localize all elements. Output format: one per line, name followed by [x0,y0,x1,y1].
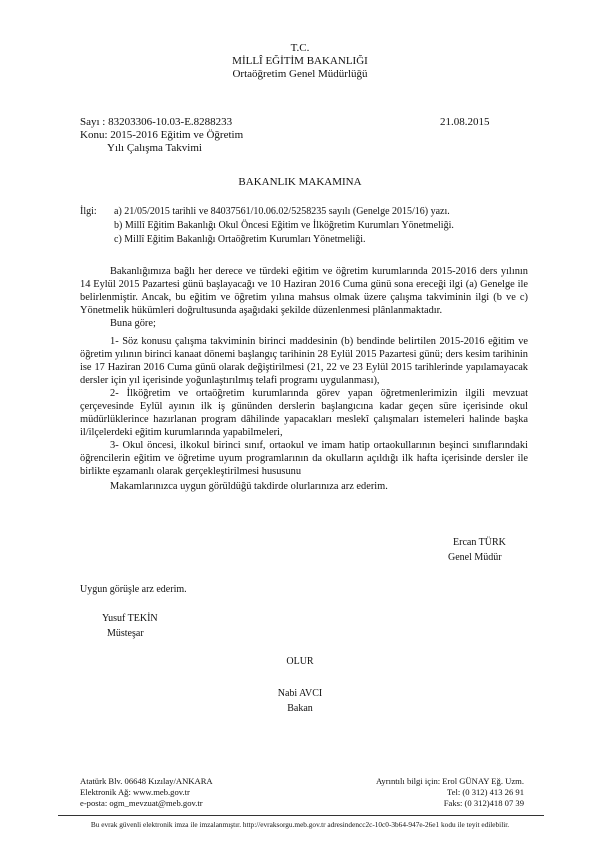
signer-title: Genel Müdür [448,552,502,563]
body-paragraph-2 [80,317,528,330]
approval-name: Yusuf TEKİN [102,613,158,624]
header-directorate: Ortaöğretim Genel Müdürlüğü [232,68,368,80]
body-paragraph-1 [80,265,528,317]
reference-label: İlgi: [80,206,97,217]
footer-fax: Faks: (0 312)418 07 39 [443,798,524,808]
footer-website: Elektronik Ağ: www.meb.gov.tr [80,787,190,797]
body-item-3 [80,439,528,478]
body-item-3-text: 3- Okul öncesi, ilkokul birinci sınıf, ortaokul ve imam hatip ortaokullarının beşinci sınıflarındaki öğrencilerin eğitim ve öğretime uyum programlarının da okulların açıldığı ilk hafta içerisinde dersler ile birlikte eşzamanlı olarak gerçekleştirilmesi hususunu [80,440,528,477]
body-item-2 [80,387,528,439]
header-ministry: MİLLÎ EĞİTİM BAKANLIĞI [232,55,368,67]
document-number: Sayı : 83203306-10.03-E.8288233 [80,116,233,128]
footer-divider [58,815,544,816]
approval-text: Uygun görüşle arz ederim. [80,584,187,595]
body-item-1-text: 1- Söz konusu çalışma takviminin birinci maddesinin (b) bendinde belirtilen 2015-2016 eğitim ve öğretim yılının birinci kanaat dönemi başlangıç tarihinin 28 Eylül 2015 Pazartesi günü; ders kesim tarihinin ise 17 Haziran 2016 Cuma günü olarak değiştirilmesi (21, 22 ve 23 Eylül 2015 tarihlerinde yapılamayacak dersler için yıl içerisinde yoğunlaştırılmış telafi programı uygulanması), [80,336,528,386]
minister-name: Nabi AVCI [277,688,323,699]
minister-title: Bakan [287,703,313,714]
header-tc: T.C. [290,42,310,54]
reference-item-c: c) Millî Eğitim Bakanlığı Ortaöğretim Kurumları Yönetmeliği. [114,234,366,245]
reference-item-b: b) Millî Eğitim Bakanlığı Okul Öncesi Eğitim ve İlköğretim Kurumları Yönetmeliği. [114,220,454,231]
reference-item-a: a) 21/05/2015 tarihli ve 84037561/10.06.02/5258235 sayılı (Genelge 2015/16) yazı. [114,206,450,217]
body-paragraph-1-text: Bakanlığımıza bağlı her derece ve türdeki eğitim ve öğretim kurumlarında 2015-2016 ders yılının 14 Eylül 2015 Pazartesi günü başlayacağı ve 10 Haziran 2016 Cuma günü sona ereceği ilgi (a) Genelge ile belirlenmiştir. Ancak, bu eğitim ve öğretim yılına mahsus olmak üzere çalışma takviminin ilgi (b ve c) Yönetmelik hükümleri doğrultusunda aşağıdaki şekilde düzenlenmesi plânlanmaktadır. [80,266,528,316]
closing-sentence [80,480,528,493]
addressee: BAKANLIK MAKAMINA [238,176,362,188]
body-item-1 [80,335,528,387]
subject-line-1: Konu: 2015-2016 Eğitim ve Öğretim [80,129,244,141]
document-date: 21.08.2015 [440,116,490,128]
footer-email: e-posta: ogm_mevzuat@meb.gov.tr [80,798,203,808]
subject-line-2: Yılı Çalışma Takvimi [107,142,202,154]
approval-title: Müsteşar [107,628,144,639]
olur-label: OLUR [286,656,314,667]
footer-contact: Ayrıntılı bilgi için: Erol GÜNAY Eğ. Uzm. [376,776,524,786]
closing-sentence-text: Makamlarınızca uygun görüldüğü takdirde olurlarınıza arz ederim. [110,481,388,492]
footer-address: Atatürk Blv. 06648 Kızılay/ANKARA [80,776,213,786]
e-signature-verification-note: Bu evrak güvenli elektronik imza ile imzalanmıştır. http://evraksorgu.meb.gov.tr adresindencc2c-10c0-3b64-947e-26e1 kodu ile teyit edilebilir. [90,820,510,829]
footer-phone: Tel: (0 312) 413 26 91 [447,787,524,797]
body-paragraph-2-text: Buna göre; [110,318,156,329]
body-item-2-text: 2- İlköğretim ve ortaöğretim kurumlarında görev yapan öğretmenlerimizin ilgili mevzuat çerçevesinde Eylül ayının ilk iş gününden derslerin başlangıcına kadar geçen süre içerisinde okul müdürlüklerince hazırlanan program dâhilinde yapacakları meslekî çalışmaları istemeleri halinde başka il/ilçelerdeki eğitim kurumlarında yapabilmeleri, [80,388,528,438]
signer-name: Ercan TÜRK [453,537,506,548]
